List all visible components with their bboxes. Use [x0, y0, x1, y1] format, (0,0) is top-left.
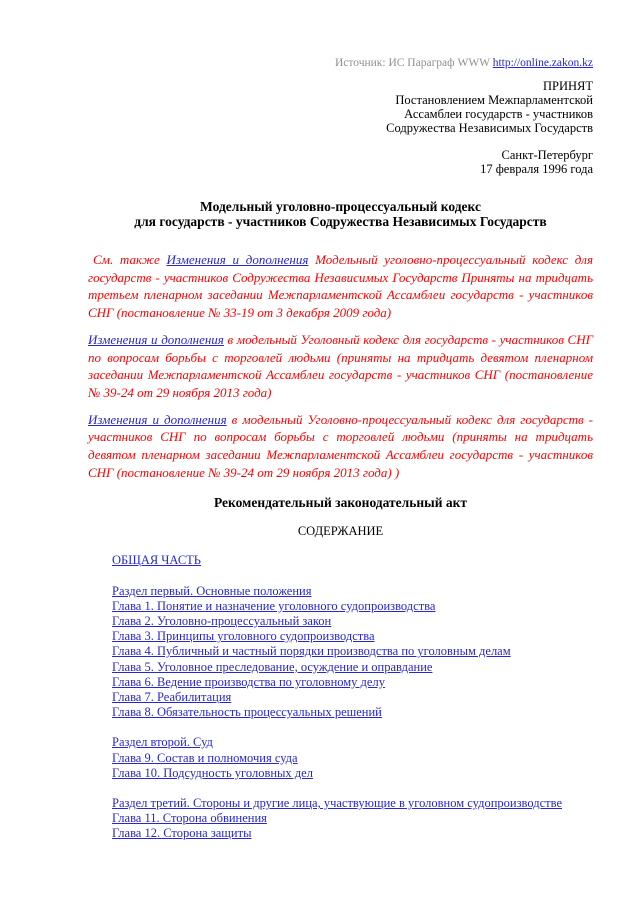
toc-link[interactable]: Раздел первый. Основные положения — [112, 583, 312, 598]
changes-link[interactable]: Изменения и дополнения — [88, 411, 227, 427]
date-line: 17 февраля 1996 года — [480, 162, 593, 176]
toc-link[interactable]: Глава 7. Реабилитация — [112, 690, 232, 705]
amendment-text: в модельный Уголовно-процессуальный кодекс для государств - участников СНГ по вопросам борьбы с торговлей людьми (приняты на тридцать девятом пленарном заседании Межпарламентской Ассамблеи государств - участников СНГ (постановление № 39-24 от 29 ноября 2013 года) ) — [88, 411, 593, 480]
title-line-2: для государств - участников Содружества Независимых Государств — [134, 213, 547, 229]
toc-group-section-two — [112, 735, 593, 781]
toc-link[interactable]: Глава 5. Уголовное преследование, осуждение и оправдание — [112, 659, 433, 674]
toc-link[interactable]: Глава 12. Сторона защиты — [112, 826, 252, 841]
amendment-paragraph — [88, 411, 593, 482]
title-line-1: Модельный уголовно-процессуальный кодекс — [200, 199, 481, 214]
source-line — [88, 56, 593, 70]
adopted-line: Постановлением Межпарламентской — [395, 93, 593, 107]
place-block — [88, 148, 593, 176]
adopted-line: ПРИНЯТ — [542, 79, 593, 93]
toc-group-general — [112, 553, 593, 568]
toc-link[interactable]: Глава 10. Подсудность уголовных дел — [112, 765, 313, 780]
see-also-text: См. также — [93, 252, 167, 267]
toc-link[interactable]: ОБЩАЯ ЧАСТЬ — [112, 553, 201, 568]
changes-link[interactable]: Изменения и дополнения — [166, 252, 309, 267]
toc-link[interactable]: Глава 1. Понятие и назначение уголовного судопроизводства — [112, 598, 436, 613]
toc-link[interactable]: Глава 8. Обязательность процессуальных решений — [112, 705, 382, 720]
toc-link[interactable]: Глава 11. Сторона обвинения — [112, 811, 267, 826]
amendment-paragraph — [88, 251, 593, 322]
amendment-paragraph — [88, 331, 593, 402]
toc-group-section-three — [112, 796, 593, 842]
toc-link[interactable]: Глава 3. Принципы уголовного судопроизводства — [112, 629, 375, 644]
source-label: Источник: ИС Параграф WWW — [334, 57, 493, 69]
amendments-section — [88, 251, 593, 481]
source-link[interactable]: http://online.zakon.kz — [492, 57, 593, 69]
amendment-text: в модельный Уголовный кодекс для государств - участников СНГ по вопросам борьбы с торговлей людьми (приняты на тридцать девятом пленарном заседании Межпарламентской Ассамблеи государств - участников СНГ (постановление № 39-24 от 29 ноября 2013 года) — [88, 331, 594, 400]
adopted-line: Содружества Независимых Государств — [386, 121, 593, 135]
toc-link[interactable]: Глава 2. Уголовно-процессуальный закон — [112, 614, 332, 629]
contents-heading: СОДЕРЖАНИЕ — [297, 524, 384, 539]
table-of-contents — [112, 553, 593, 841]
toc-link[interactable]: Раздел второй. Суд — [112, 735, 213, 750]
toc-link[interactable]: Раздел третий. Стороны и другие лица, участвующие в уголовном судопроизводстве — [112, 796, 563, 811]
toc-link[interactable]: Глава 9. Состав и полномочия суда — [112, 750, 298, 765]
changes-link[interactable]: Изменения и дополнения — [88, 331, 224, 347]
recommended-act-title: Рекомендательный законодательный акт — [213, 495, 468, 511]
toc-link[interactable]: Глава 6. Ведение производства по уголовному делу — [112, 674, 385, 689]
amendment-text: Модельный уголовно-процессуальный кодекс для государств - участников Содружества Независимых Государств Приняты на тридцать третьем пленарном заседании Межпарламентской Ассамблеи государств - участников СНГ (постановление № 33-19 от 3 декабря 2009 года) — [88, 252, 593, 321]
adopted-line: Ассамблеи государств - участников — [404, 107, 593, 121]
toc-group-section-one — [112, 584, 593, 721]
toc-link[interactable]: Глава 4. Публичный и частный порядки производства по уголовным делам — [112, 644, 511, 659]
place-line: Санкт-Петербург — [501, 148, 593, 162]
document-title — [88, 200, 593, 229]
adopted-block — [88, 79, 593, 135]
